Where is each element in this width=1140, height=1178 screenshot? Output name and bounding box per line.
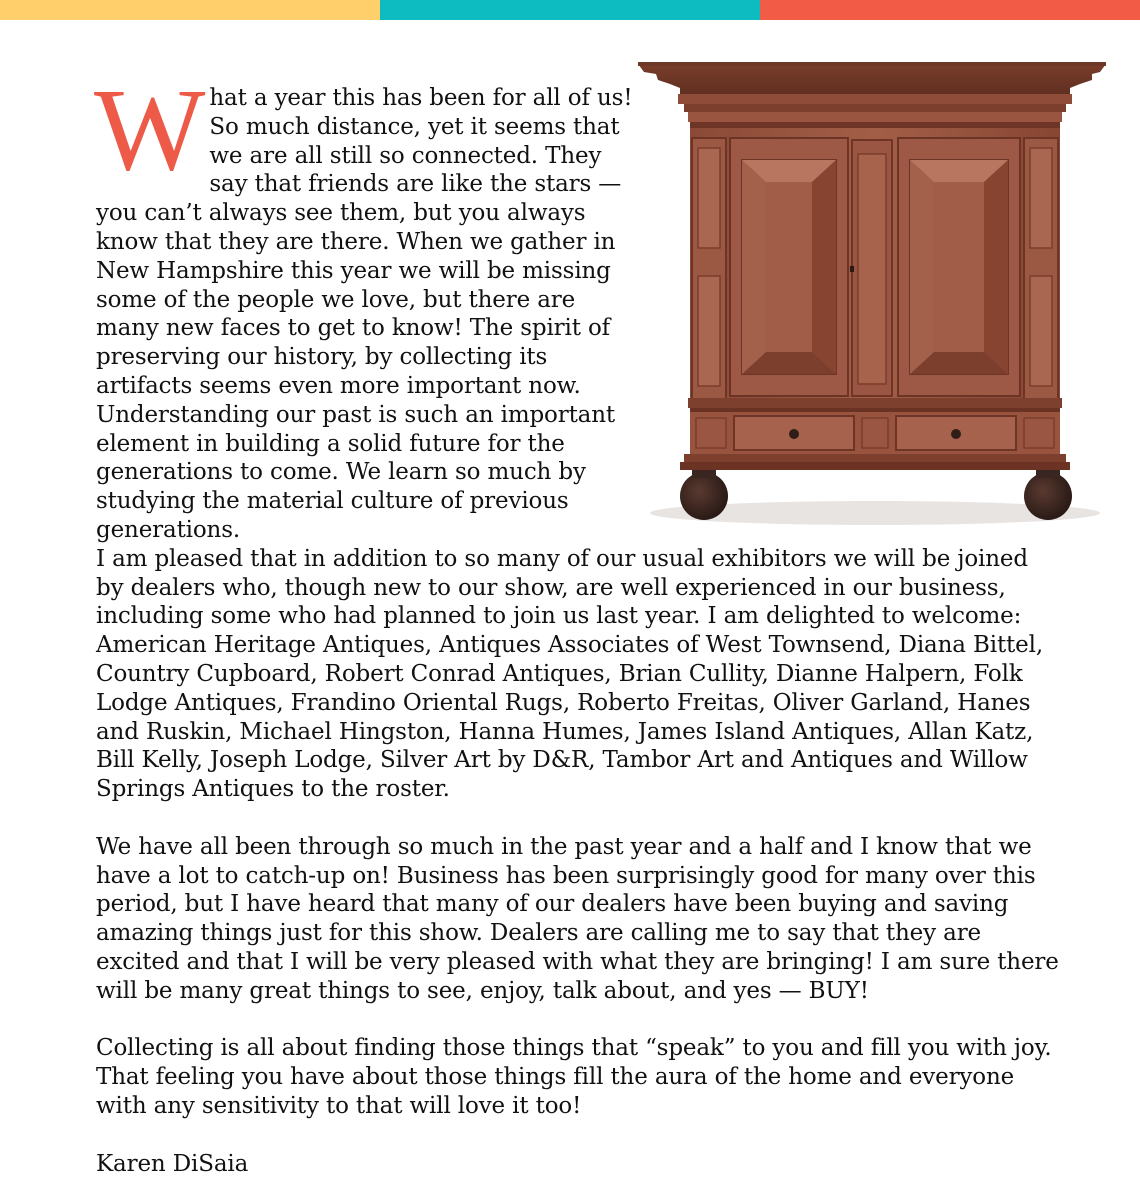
- top-bar-yellow-segment: [0, 0, 380, 20]
- paragraph-catch-up: We have all been through so much in the past year and a half and I know that we have a lot to catch-up on! Business has been surprisingly good for many over this period, but I have heard that many of our dealers have been buying and saving amazing things just for this show. Dealers are calling me to say that they are excited and that I will be very pleased with what they are bringing! I am sure there will be many great things to see, enjoy, talk about, and yes — BUY!: [96, 833, 1059, 1004]
- drop-cap-letter: W: [94, 64, 202, 195]
- intro-text: hat a year this has been for all of us! So much distance, yet it seems that we are all still so connected. They say that friends are like the stars — you can’t always see them, but you always know that they are there. When we gather in New Hampshire this year we will be missing some of the people we love, but there are many new faces to get to know! The spirit of preserving our history, by collecting its artifacts seems even more important now. Understanding our past is such an important element in building a solid future for the generations to come. We learn so much by studying the material culture of previous generations.: [96, 85, 633, 543]
- signature-name: Karen DiSaia: [96, 1150, 249, 1177]
- top-bar-coral-segment: [760, 0, 1140, 20]
- top-color-bar: [0, 0, 1140, 20]
- letter-article: [94, 64, 1061, 1178]
- paragraph-collecting: Collecting is all about finding those things that “speak” to you and fill you with joy. That feeling you have about those things fill the aura of the home and everyone with any sensitivity to that will love it too!: [96, 1035, 1052, 1119]
- top-bar-teal-segment: [380, 0, 760, 20]
- intro-paragraph: [94, 64, 636, 543]
- paragraph-new-dealers: I am pleased that in addition to so many of our usual exhibitors we will be joined by dealers who, though new to our show, are well experienced in our business, including some who had planned to join us last year. I am delighted to welcome: American Heritage Antiques, Antiques Associates of West Townsend, Diana Bittel, Country Cupboard, Robert Conrad Antiques, Brian Cullity, Dianne Halpern, Folk Lodge Antiques, Frandino Oriental Rugs, Roberto Freitas, Oliver Garland, Hanes and Ruskin, Michael Hingston, Hanna Humes, James Island Antiques, Allan Katz, Bill Kelly, Joseph Lodge, Silver Art by D&R, Tambor Art and Antiques and Willow Springs Antiques to the roster.: [96, 545, 1043, 803]
